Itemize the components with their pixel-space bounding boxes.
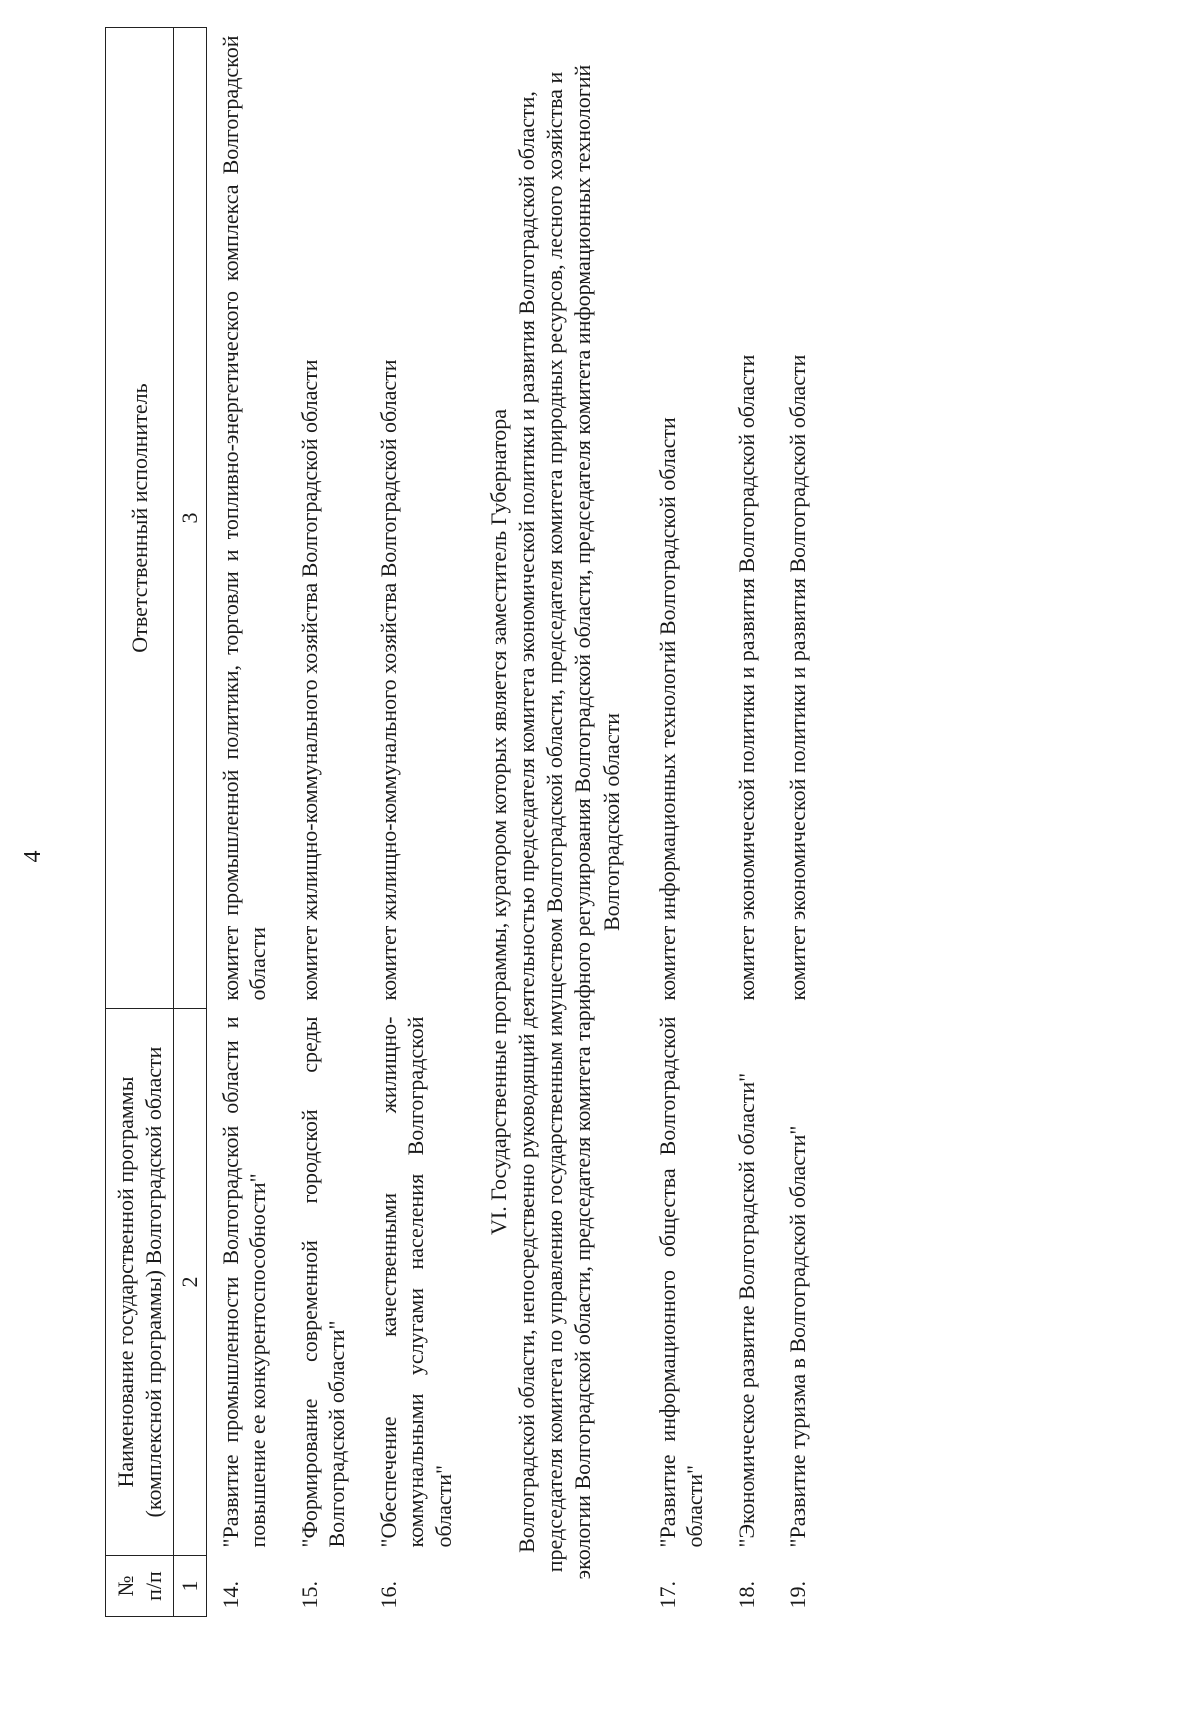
responsible-executor: комитет жилищно-коммунального хозяйства Волгоградской области [296,359,322,1001]
table-row [723,28,775,1617]
program-name: "Развитие промышленности Волгоградской области и повышение ее конкурентоспособности" [217,1016,270,1548]
row-number: 17. [654,1581,680,1609]
responsible-executor: комитет жилищно-коммунального хозяйства Волгоградской области [375,359,401,1001]
responsible-executor: комитет информационных технологий Волгоградской области [654,417,680,1001]
section-title: VI. Государственные программы, куратором которых является заместитель Губернатора [486,409,511,1235]
row-number: 18. [733,1581,759,1609]
table-row [286,28,365,1617]
section-heading [471,28,644,1617]
program-name: "Развитие туризма в Волгоградской области" [785,1125,811,1548]
responsible-executor: комитет экономической политики и развития Волгоградской области [785,354,811,1001]
page-number: 4 [20,850,46,863]
table-row [644,28,723,1617]
table-row [365,28,472,1617]
row-number: 16. [375,1581,401,1609]
column-number-1: 1 [174,1556,207,1617]
program-name: "Формирование современной городской среды Волгоградской области" [296,1016,349,1548]
program-name: "Обеспечение качественными жилищно-коммунальными услугами населения Волгоградской области" [375,1016,456,1548]
column-number-2: 2 [174,1009,207,1556]
programs-table [105,27,826,1617]
section-body: Волгоградской области, непосредственно руководящий деятельностью председателя комитета экономической политики и развития Волгоградской области, председателя комитета по управлению государственным имуществом Волгоградской области, председателя комитета природных ресурсов, лесного хозяйства и экологии Волгоградской области, председателя комитета тарифного регулирования Волгоградской области, председателя комитета информационных технологий Волгоградской области [514,64,624,1580]
table-row [774,28,826,1617]
column-number-row [174,28,207,1617]
responsible-executor: комитет промышленной политики, торговли и топливно-энергетического комплекса Волгоградской области [217,35,270,1001]
row-number: 19. [785,1581,811,1609]
row-number: 15. [296,1581,322,1609]
section-heading-row [471,28,644,1617]
header-number: № п/п [106,1556,174,1617]
table-header-row [106,28,174,1617]
header-program-name: Наименование государственной программы (комплексной программы) Волгоградской области [106,1009,174,1556]
header-executor: Ответственный исполнитель [106,28,174,1009]
row-number: 14. [217,1581,243,1609]
program-name: "Экономическое развитие Волгоградской области" [733,1072,759,1548]
table-row [206,28,286,1617]
column-number-3: 3 [174,28,207,1009]
program-name: "Развитие информационного общества Волгоградской области" [654,1016,708,1548]
responsible-executor: комитет экономической политики и развития Волгоградской области [733,354,759,1001]
